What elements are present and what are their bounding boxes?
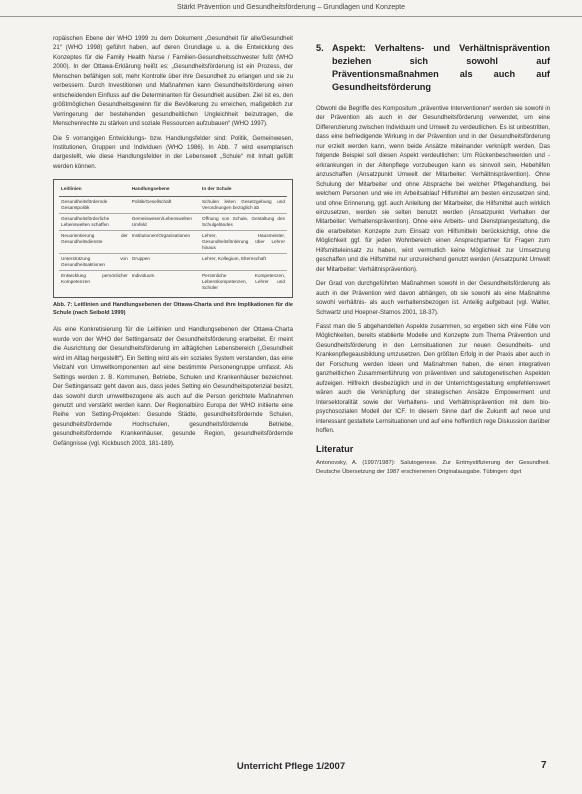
table-row — [59, 254, 287, 271]
literature-entry: Antonovsky, A. (1997/1987): Salutogenese. Zur Entmystifizierung der Gesundheit. Deutsche Übersetzung der 1987 erschienenen Originalausgabe. Tübingen: dgvt — [316, 460, 550, 475]
table-cell: Entwicklung persönlicher Kompetenzen — [61, 273, 128, 285]
paragraph: Fasst man die 5 abgehandelten Aspekte zusammen, so ergeben sich eine Fülle von Möglichkeiten, bereits etablierte Modelle und Konzepte zum Thema Prävention und Gesundheitsförderung in den Lernsituationen zur neuen Gesundheits- und Krankenpflegeausbildung umzusetzen. Den größten Erfolg in der Praxis aber auch in der Forschung werden Ideen und Maßnahmen haben, die einen integrativen ganzheitlichen Zusammenführung von präventiven und salutogenetischen Aspekten aufzeigen. Hilfreich diesbezüglich und in der Unterrichtsgestaltung empfehlenswert wären auch die Verknüpfung der strategischen Ansätze Empowerment und Intersektoralität sowie der Verhaltens- und Verhältnisprävention mit dem bio-psychosozialen Modell der ICF. In diesem Sinne darf die Zukunft auf neue und interessant gestaltete Lernsituationen und auf eine hoffentlich rege Diskussion darüber hoffen. — [316, 322, 550, 434]
table-cell: Schulen leiten Gesetzgebung und Verordnungen bezüglich ab — [200, 197, 287, 214]
paragraph: Als eine Konkretisierung für die Leitlinien und Handlungsebenen der Ottawa-Charta wurde von der WHO der Settingansatz der Gesundheitsförderung erarbeitet. Er meint die Ausrichtung der Gesundheitsförderung im alltäglichen Lebensbereich („Gesundheit wird im Alltag hergestellt“). Ein Setting wird als ein soziales System verstanden, das eine Vielzahl von Umweltkomponenten auf eine bestimmte Personengruppe umfasst. Als Settings werden z. B. Kommunen, Betriebe, Schulen und Krankenhäuser bezeichnet. Der Settingansatz geht davon aus, dass jedes Setting ein Gesundheitspotenzial besitzt, das sowohl durch umweltbezogene als auch auf die Person gerichtete Maßnahmen genutzt und verstärkt werden kann. Der Regionalbüro Europa der WHO initiierte eine Reihe von Setting-Projekten: Gesunde Städte, gesundheitsfördernde Schulen, gesundheitsfördernde Hochschulen, gesundheitsfördernde Betriebe, gesundheitsfördernde Krankenhäuser, gesunde Region, gesundheitsfördernde Gefängnisse (vgl. Kickbusch 2003, 181-189). — [53, 326, 293, 447]
paragraph: ropäischen Ebene der WHO 1999 zu dem Dokument „Gesundheit für alle/Gesundheit 21“ (WHO 1998) geführt haben, auf deren Grundlage u. a. die Entwicklung des Konzeptes für die Family Health Nurse / Familien-Gesundheitsschwester fußt (WHO 2000). In der Ottawa-Erklärung heißt es: „Gesundheitsförderung ist ein Prozess, der Menschen befähigen soll, mehr Kontrolle über ihre Gesundheit zu erlangen und sie zu verbessern. Durch Investitionen und Maßnahmen kann Gesundheitsförderung einen entscheidenden Einfluss auf die Determinanten für Gesundheit ausüben. Ziel ist es, den größtmöglichen Gesundheitsgewinn für die Bevölkerung zu erreichen, maßgeblich zur Verringerung der bestehenden gesundheitlichen Ungleichheit beizutragen, die Menschenrechte zu stärken und soziale Ressourcen aufzubauen“ (WHO 1997). — [53, 35, 293, 128]
table-cell: Institutionen/Organisationen — [130, 231, 200, 254]
table-row — [59, 271, 287, 294]
table-cell: Persönliche Kompetenzen, Lebenskompetenzen, Lehrer und Schüler — [202, 273, 285, 291]
section-number: 5. — [316, 43, 324, 53]
table-cell: Gruppen — [130, 254, 200, 271]
running-header: Stärkt Prävention und Gesundheitsförderung – Grundlagen und Konzepte — [0, 2, 582, 17]
table-row — [59, 214, 287, 231]
table-cell: Neuorientierung der Gesundheitsdienste — [59, 231, 130, 254]
left-column — [53, 34, 293, 453]
column-header: In der Schule — [200, 184, 287, 197]
table-header-row — [59, 184, 287, 197]
paragraph: Der Grad von durchgeführten Maßnahmen sowohl in der Gesundheitsförderung als auch in der Prävention wird davon abhängen, ob sie sowohl als eine Maßnahme sowohl verhältnis- als auch verhaltensbezogen ist. Anteilig aufgebaut (vgl. Walter, Schwartz und Hoepner-Stamos 2001, 18-37). — [316, 280, 550, 316]
figure-caption: Abb. 7: Leitlinien und Handlungsebenen der Ottawa-Charta und ihre Implikationen für die Schule (nach Seibold 1999) — [53, 302, 293, 316]
literature-heading: Literatur — [316, 444, 354, 455]
table-cell: Gesundheitsfördernde Gesamtpolitik — [59, 197, 130, 214]
paragraph: Obwohl die Begriffe des Kompositum „präventive Interventionen“ werden sie sowohl in der Prävention als auch in der Gesundheitsförderung verwendet, um eine Differenzierung zwischen Individuum und Umwelt zu verdeutlichen. Es ist unbestritten, dass eine befriedigende Wirkung in der Prävention und in der Gesundheitsförderung nur erzielt werden kann, wenn beide Ansätze miteinander verknüpft werden. Das folgende Beispiel soll diesen Aspekt verdeutlichen: Um Rückenbeschwerden und -erkrankungen in der Altenpflege vorzubeugen kann es sinnvoll sein, Hebehilfen anzuschaffen (Ansatzpunkt Umwelt der Mitarbeiter: Verhältnisprävention). Ohne Schulung der Mitarbeiter und ohne Absprache bei welcher Pflegehandlung, bei welchem Personen und wie im Arbeitsablauf Hilfsmittel am besten einzusetzen sind, und ohne Erinnerung, ggf. auch Anleitung der Mitarbeiter, die Hilfsmittel auch wirklich einzusetzen, werden sie selten benutzt werden (Ansatzpunkt Verhalten der Mitarbeiter: Verhaltensprävention). Ohne eine Arbeits- und Dienstplangestaltung, die die erarbeiteten Konzepte zum Einsatz von Hilfsmitteln berücksichtigt, ohne die Möglichkeit ggf. für jeden Wohnbereich einen Ansprechpartner für Fragen zum Hilfsmitteleinsatz zu haben, wird vermutlich keine Möglichkeit zur Umsetzung geschaffen und die Hilfsmittel nur unzureichend genutzt werden (Ansatzpunkt Umwelt der Mitarbeiter: Verhältnisprävention). — [316, 105, 550, 273]
page-number: 7 — [541, 760, 547, 771]
table-row — [59, 231, 287, 254]
table-cell: Gemeinwesen/Lebenswelten Umfeld — [130, 214, 200, 231]
column-header: Handlungsebene — [130, 184, 200, 197]
right-column — [316, 34, 550, 476]
table-cell: Lehrer, Hausmeister, Gesundheitsförderung über Lehrer hinaus — [200, 231, 287, 254]
table-row — [59, 197, 287, 214]
table-cell: Politik/Gesellschaft — [130, 197, 200, 214]
table-cell: Gesundheitsförderliche Lebenswelten schaffen — [59, 214, 130, 231]
paragraph: Die 5 vorrangigen Entwicklungs- bzw. Handlungsfelder sind: Politik, Gemeinwesen, Institutionen, Gruppen und Individuen (WHO 1986). In Abb. 7 wird exemplarisch dargestellt, wie diese Handlungsfelder in der Lebenswelt „Schule“ mit Inhalt gefüllt werden können. — [53, 134, 293, 170]
table-cell: Individuum — [131, 273, 155, 279]
table-cell: Offnung von Schule, Gestaltung des Schulgeländes — [200, 214, 287, 231]
section-heading — [316, 42, 550, 94]
table-cell: Unterstützung von Gesundheitsaktionen — [59, 254, 130, 271]
ottawa-table — [59, 184, 287, 293]
column-header: Leitlinien — [59, 184, 130, 197]
figure-table — [53, 179, 293, 298]
footer-journal: Unterricht Pflege 1/2007 — [236, 761, 346, 772]
section-title: Aspekt: Verhaltens- und Verhältnisprävention beziehen sich sowohl auf Präventionsmaßnahmen als auch auf Gesundheitsförderung — [332, 43, 550, 92]
table-cell: Lehrer, Kollegium, Elternschaft — [200, 254, 287, 271]
